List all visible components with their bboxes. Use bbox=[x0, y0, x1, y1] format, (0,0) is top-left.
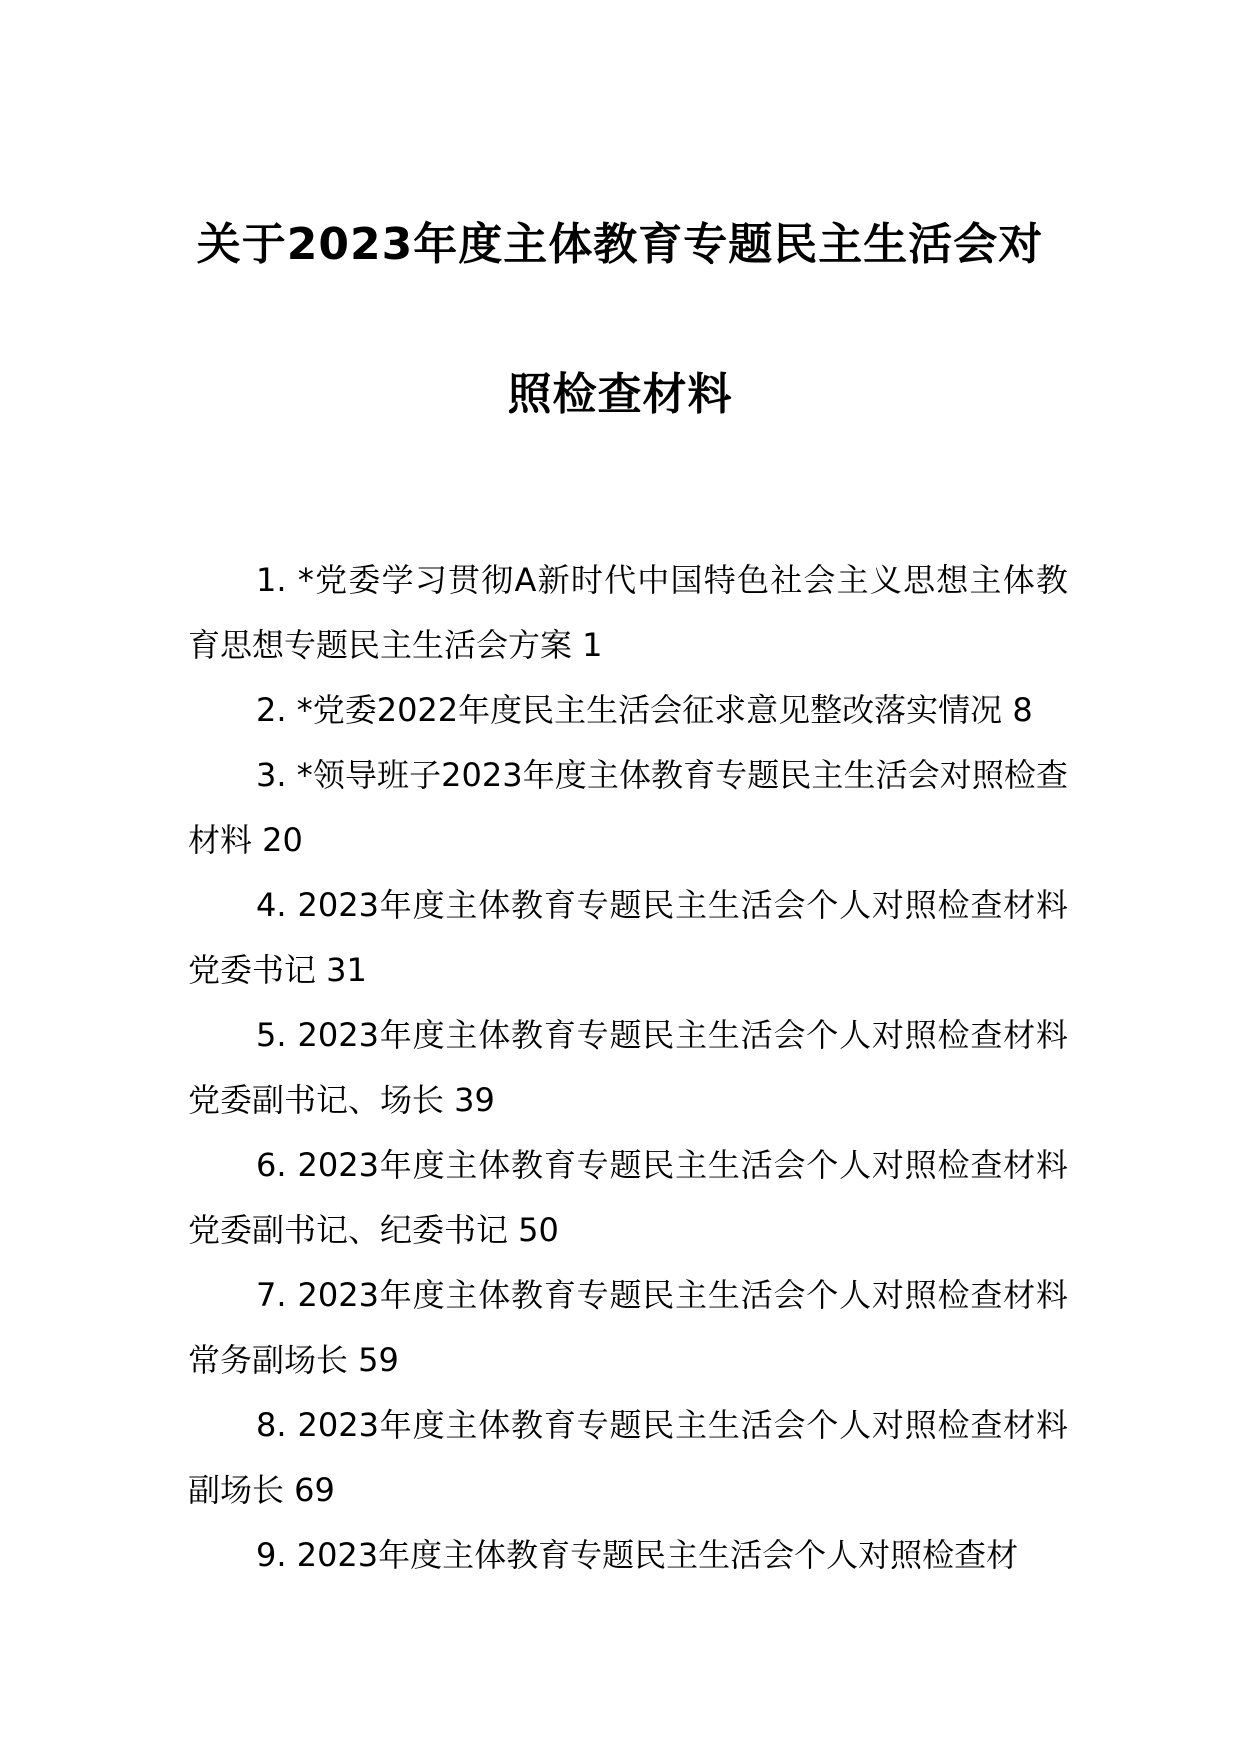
toc-item-4: 4. 2023年度主体教育专题民主生活会个人对照检查材料 党委书记 31 bbox=[188, 886, 1068, 989]
toc-item-5: 5. 2023年度主体教育专题民主生活会个人对照检查材料 党委副书记、场长 39 bbox=[188, 1016, 1068, 1119]
toc-item-1: 1. *党委学习贯彻A新时代中国特色社会主义思想主体教育思想专题民主生活会方案 1 bbox=[188, 561, 1068, 664]
document-title-line-2: 照检查材料 bbox=[507, 369, 733, 420]
toc-item-3: 3. *领导班子2023年度主体教育专题民主生活会对照检查材料 20 bbox=[188, 756, 1068, 859]
table-of-contents bbox=[188, 548, 1068, 1588]
toc-item-6: 6. 2023年度主体教育专题民主生活会个人对照检查材料 党委副书记、纪委书记 50 bbox=[188, 1146, 1068, 1249]
toc-item-9: 9. 2023年度主体教育专题民主生活会个人对照检查材 bbox=[256, 1536, 1019, 1574]
document-title-line-1: 关于2023年度主体教育专题民主生活会对 bbox=[196, 219, 1044, 270]
toc-item-2: 2. *党委2022年度民主生活会征求意见整改落实情况 8 bbox=[256, 691, 1033, 729]
toc-item-7: 7. 2023年度主体教育专题民主生活会个人对照检查材料 常务副场长 59 bbox=[188, 1276, 1068, 1379]
toc-item-8: 8. 2023年度主体教育专题民主生活会个人对照检查材料 副场长 69 bbox=[188, 1406, 1068, 1509]
